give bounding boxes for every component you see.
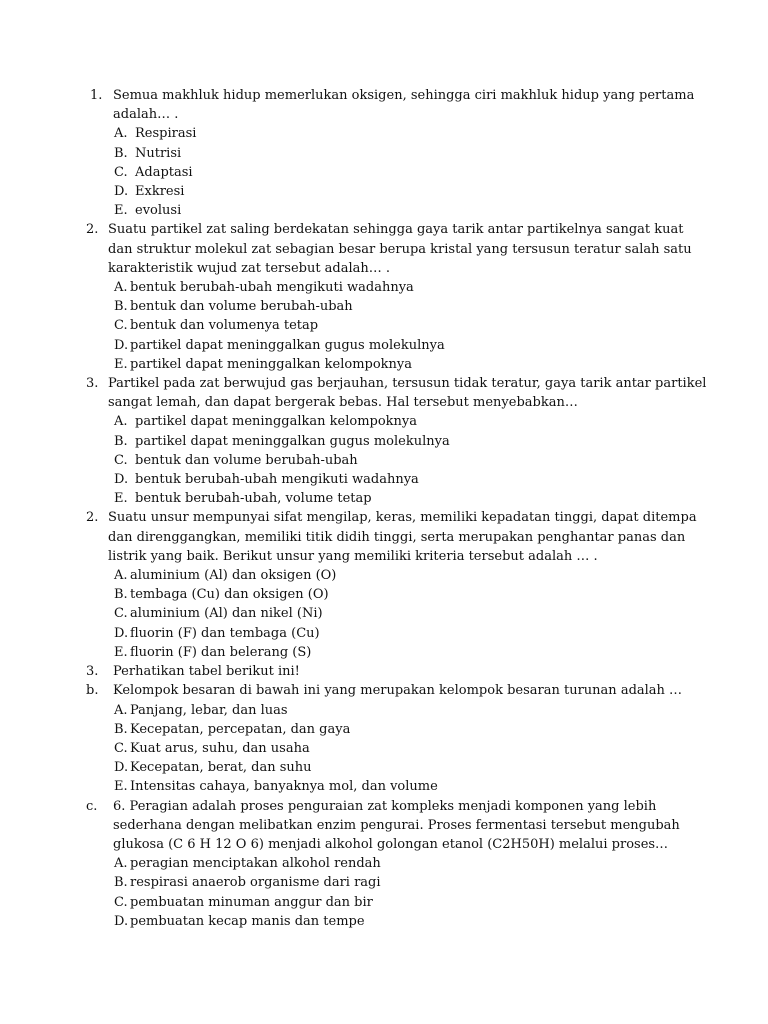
option-text: tembaga (Cu) dan oksigen (O) [130,587,329,603]
option-letter: C. [114,606,128,622]
option-letter: C. [114,894,128,910]
question-number: 1. [90,88,103,103]
question-number: 3. [86,664,99,680]
option-text: peragian menciptakan alkohol rendah [130,856,381,872]
option-list [0,854,768,931]
option-item [0,201,768,220]
option-text: Kuat arus, suhu, dan usaha [130,740,310,756]
option-letter: D. [114,472,129,488]
option-letter: E. [114,491,128,507]
option-list [0,412,768,508]
option-item [0,124,768,143]
option-text: aluminium (Al) dan oksigen (O) [130,568,337,584]
option-text: bentuk berubah-ubah mengikuti wadahnya [135,472,419,488]
option-letter: A. [114,702,128,718]
option-letter: B. [114,299,128,315]
option-text: partikel dapat meninggalkan kelompoknya [135,414,418,430]
option-item [0,701,768,720]
option-letter: C. [114,318,128,334]
option-item [0,144,768,163]
option-text: pembuatan minuman anggur dan bir [130,894,373,910]
option-item [0,297,768,316]
option-text: evolusi [135,203,182,219]
option-item [0,604,768,623]
option-text: respirasi anaerob organisme dari ragi [130,875,381,891]
question-number: 2. [86,222,99,238]
option-text: bentuk dan volumenya tetap [130,318,319,334]
option-text: Kecepatan, berat, dan suhu [130,760,312,776]
option-item [0,336,768,355]
option-item [0,432,768,451]
option-list [0,566,768,662]
option-text: Adaptasi [135,164,193,180]
question-number: c. [86,798,98,814]
option-text: fluorin (F) dan belerang (S) [130,644,312,660]
option-text: Intensitas cahaya, banyaknya mol, dan volume [130,779,438,795]
option-item [0,893,768,912]
option-text: bentuk berubah-ubah mengikuti wadahnya [130,280,414,296]
option-letter: C. [114,164,128,180]
option-letter: E. [114,644,128,660]
option-item [0,777,768,796]
option-text: partikel dapat meninggalkan gugus molekulnya [135,433,450,449]
option-item [0,758,768,777]
question-number: b. [86,683,99,699]
option-text: aluminium (Al) dan nikel (Ni) [130,606,323,622]
option-letter: B. [114,721,128,737]
option-item [0,316,768,335]
option-item [0,278,768,297]
question-text: Semua makhluk hidup memerlukan oksigen, sehingga ciri makhluk hidup yang pertama adalah… . [113,88,695,123]
option-letter: D. [114,913,129,929]
option-letter: B. [114,587,128,603]
option-list [0,278,768,374]
option-letter: C. [114,452,128,468]
option-letter: E. [114,779,128,795]
question-text: Perhatikan tabel berikut ini! [113,664,300,680]
question-1 [0,86,768,124]
option-item [0,451,768,470]
option-item [0,624,768,643]
option-item [0,182,768,201]
question-number: 3. [86,376,99,392]
option-item [0,643,768,662]
option-item [0,739,768,758]
option-text: Panjang, lebar, dan luas [130,702,288,718]
option-item [0,163,768,182]
option-letter: A. [114,280,128,296]
option-letter: C. [114,740,128,756]
question-5 [0,662,768,681]
option-text: partikel dapat meninggalkan gugus molekulnya [130,337,445,353]
question-2 [0,220,768,278]
question-number: 2. [86,510,99,526]
option-item [0,585,768,604]
option-letter: B. [114,433,128,449]
option-item [0,566,768,585]
option-item [0,912,768,931]
document-page [0,86,768,931]
option-letter: B. [114,145,128,161]
option-item [0,854,768,873]
option-letter: E. [114,356,128,372]
question-text: Suatu unsur mempunyai sifat mengilap, keras, memiliki kepadatan tinggi, dapat ditempa dan direnggangkan, memiliki titik didih tinggi, serta merupakan penghantar panas dan listrik yang baik. Berikut unsur yang memiliki kriteria tersebut adalah … . [108,510,697,564]
option-text: bentuk dan volume berubah-ubah [130,299,353,315]
option-item [0,355,768,374]
option-text: Respirasi [135,126,197,142]
option-letter: B. [114,875,128,891]
option-list [0,124,768,220]
option-letter: A. [114,414,128,430]
question-text: Kelompok besaran di bawah ini yang merupakan kelompok besaran turunan adalah … [113,683,683,699]
option-text: partikel dapat meninggalkan kelompoknya [130,356,413,372]
option-item [0,412,768,431]
question-text: 6. Peragian adalah proses penguraian zat kompleks menjadi komponen yang lebih sederhana dengan melibatkan enzim pengurai. Proses fermentasi tersebut mengubah glukosa (C 6 H 12 O 6) menjadi alkohol golongan etanol (C2H50H) melalui proses… [113,798,680,852]
option-text: Exkresi [135,184,185,200]
option-item [0,489,768,508]
option-letter: A. [114,568,128,584]
option-text: bentuk berubah-ubah, volume tetap [135,491,372,507]
option-text: Kecepatan, percepatan, dan gaya [130,721,351,737]
option-text: fluorin (F) dan tembaga (Cu) [130,625,320,641]
option-item [0,720,768,739]
option-letter: E. [114,203,128,219]
option-letter: D. [114,337,129,353]
option-item [0,470,768,489]
option-letter: D. [114,625,129,641]
question-7 [0,797,768,855]
option-letter: A. [114,126,128,142]
option-letter: D. [114,184,129,200]
option-letter: D. [114,760,129,776]
option-item [0,873,768,892]
option-list [0,701,768,797]
option-text: bentuk dan volume berubah-ubah [135,452,358,468]
question-text: Partikel pada zat berwujud gas berjauhan, tersusun tidak teratur, gaya tarik antar partikel sangat lemah, dan dapat bergerak bebas. Hal tersebut menyebabkan… [108,376,707,411]
option-text: Nutrisi [135,145,182,161]
question-3 [0,374,768,412]
option-letter: A. [114,856,128,872]
question-text: Suatu partikel zat saling berdekatan sehingga gaya tarik antar partikelnya sangat kuat dan struktur molekul zat sebagian besar berupa kristal yang tersusun teratur salah satu karakteristik wujud zat tersebut adalah… . [108,222,692,276]
question-4 [0,508,768,566]
option-text: pembuatan kecap manis dan tempe [130,913,365,929]
question-6 [0,681,768,700]
